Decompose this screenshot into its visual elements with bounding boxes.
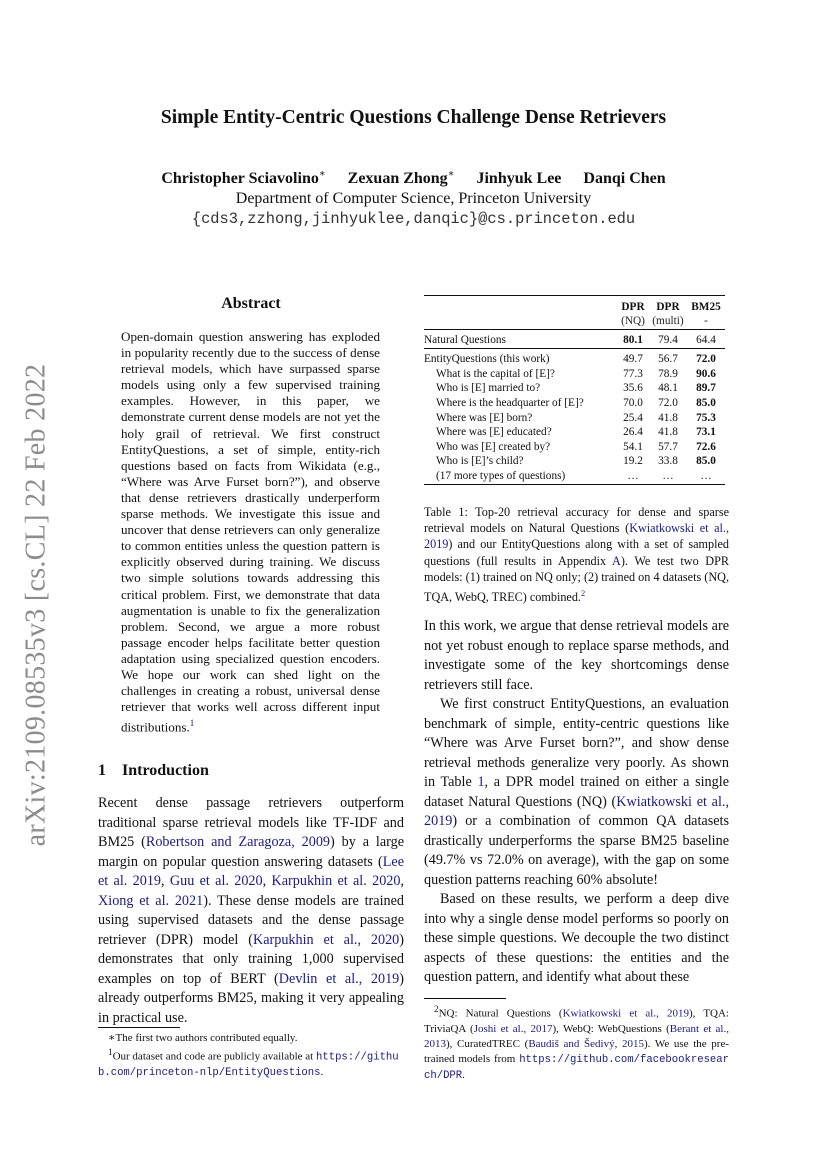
repo-url-link[interactable]: https://github.com/princeton-nlp/EntityQuestions (98, 1051, 399, 1079)
table-row: Who was [E] created by? 54.1 57.7 72.6 (436, 440, 716, 453)
arxiv-id: arXiv:2109.08535v3 [cs.CL] 22 Feb 2022 (20, 363, 51, 847)
paper-header (0, 104, 827, 229)
paragraph: We first construct EntityQuestions, an evaluation benchmark of simple, entity-centric questions like “Where was Arve Furset born?”, and show dense retrieval methods generalize very poorly. As shown in Table 1, a DPR model trained on either a single dataset Natural Questions (NQ) (Kwiatkowski et al., 2019) or a combination of common QA datasets drastically underperforms the sparse BM25 baseline (49.7% vs 72.0% on average), with the gap on some question patterns reaching 60% absolute! (424, 696, 729, 888)
citation-link[interactable]: Karpukhin et al., 2020 (252, 931, 400, 948)
footnote-rule (424, 998, 506, 999)
table-caption: Table 1: Top-20 retrieval accuracy for dense and sparse retrieval models on Natural Questions (Kwiatkowski et al., 2019) and our EntityQuestions along with a set of sampled questions (full results in Appendix A). We test two DPR models: (1) trained on NQ only; (2) trained on 4 datasets (NQ, TQA, WebQ, TREC) combined.$^2$ (424, 505, 730, 605)
table-row: Natural Questions 80.1 79.4 64.4 (424, 334, 716, 347)
column-header: DPR (621, 300, 645, 313)
footnote-1: $^1$Our dataset and code are publicly available at https://github.com/princeton-nlp/EntityQuestions. (98, 1047, 399, 1079)
table-row: What is the capital of [E]? 77.3 78.9 90.6 (436, 367, 716, 380)
footnote-ref[interactable]: 1 (189, 718, 195, 729)
section-heading-introduction: 1 Introduction (98, 762, 209, 779)
citation-link[interactable]: Berant et al., 2013 (424, 1022, 729, 1050)
table-row: (17 more types of questions) … … … (436, 470, 712, 483)
author: Jinhyuk Lee (476, 170, 562, 188)
table-row: Where is the headquarter of [E]? 70.0 72.0 85.0 (436, 397, 716, 410)
column-header: BM25 (691, 300, 721, 313)
introduction-paragraph: Recent dense passage retrievers outperform traditional sparse retrieval models like TF-IDF and BM25 (Robertson and Zaragoza, 2009) by a large margin on popular question answering datasets (Lee et al. 2019, Guu et al. 2020, Karpukhin et al. 2020, Xiong et al. 2021). These dense models are trained using supervised datasets and the dense passage retriever (DPR) model (Karpukhin et al., 2020) demonstrates that only training 1,000 supervised examples on top of BERT (Devlin et al., 2019) already outperforms BM25, making it very appealing in practical use. (98, 795, 405, 1026)
footnote-rule (98, 1027, 180, 1028)
citation-link[interactable]: Baudiš and Šedivý, 2015 (528, 1037, 644, 1050)
footnote-ref[interactable]: 2 (580, 588, 586, 599)
table-row: Who is [E]’s child? 19.2 33.8 85.0 (436, 455, 716, 468)
arxiv-stamp (14, 365, 58, 845)
table-ref-link[interactable]: 1 (477, 774, 485, 790)
citation-link[interactable]: Xiong et al. 2021 (98, 892, 204, 909)
results-table (424, 295, 725, 486)
citation-link[interactable]: Kwiatkowski et al., 2019 (562, 1007, 689, 1020)
citation-link[interactable]: Devlin et al., 2019 (278, 970, 400, 987)
paragraph: In this work, we argue that dense retrieval models are not yet robust enough to replace sparse methods, and investigate some of the key shortcomings dense retrievers still face. (424, 618, 729, 693)
dpr-url-link[interactable]: https://github.com/facebookresearch/DPR (424, 1053, 729, 1082)
abstract-heading: Abstract (221, 295, 281, 312)
abstract-text: Open-domain question answering has exploded in popularity recently due to the success of dense retrieval models, which have surpassed sparse models using only a few supervised training examples. However, in this paper, we demonstrate current dense models are not yet the holy grail of retrieval. We first construct EntityQuestions, a set of simple, entity-rich questions based on facts from Wikidata (e.g., “Where was Arve Furset born?”), and observe that dense retrievers drastically underperform sparse methods. We investigate this issue and uncover that dense retrievers can only generalize to common entities unless the question pattern is explicitly observed during training. We discuss two simple solutions towards addressing this critical problem. First, we demonstrate that data augmentation is unable to fix the generalization problem. Second, we argue a more robust passage encoder helps facilitate better question adaptation using specialized question encoders. We hope our work can shed light on the challenges in creating a robust, universal dense retriever that works well across different input distributions.$^1$ (121, 329, 380, 735)
citation-link[interactable]: Guu et al. 2020 (169, 873, 263, 889)
table-row: Where was [E] educated? 26.4 41.8 73.1 (436, 426, 716, 439)
citation-link[interactable]: Joshi et al., 2017 (473, 1022, 553, 1035)
affiliation: Department of Computer Science, Princeton University (235, 190, 592, 208)
footnotes-left (98, 1027, 404, 1080)
paper-title: Simple Entity-Centric Questions Challenge Dense Retrievers (160, 107, 667, 128)
author: Danqi Chen (583, 170, 666, 188)
body-text-right (424, 617, 729, 988)
citation-link[interactable]: Kwiatkowski et al., 2019 (424, 793, 729, 829)
table-subheader-row: (NQ) (multi) - (621, 315, 708, 328)
author-emails: {cds3,zzhong,jinhyuklee,danqic}@cs.princeton.edu (191, 210, 636, 229)
footnote-2: $^2$NQ: Natural Questions (Kwiatkowski et al., 2019), TQA: TriviaQA (Joshi et al., 2017), WebQ: WebQuestions (Berant et al., 2013), CuratedTREC (Baudiš and Šedivý, 2015). We use the pre-trained models from https://github.com/facebookresearch/DPR. (424, 998, 729, 1084)
author: Christopher Sciavolino∗ (161, 169, 326, 188)
citation-link[interactable]: Robertson and Zaragoza, 2009 (145, 834, 331, 850)
author-list (0, 165, 827, 189)
author: Zexuan Zhong∗ (347, 169, 455, 188)
table-row: Where was [E] born? 25.4 41.8 75.3 (436, 411, 716, 424)
table-header-row (424, 300, 725, 315)
footnote-equal-contribution: ∗The first two authors contributed equally. (108, 1032, 298, 1044)
table-row: Who is [E] married to? 35.6 48.1 89.7 (436, 382, 716, 395)
citation-link[interactable]: Karpukhin et al. 2020 (271, 873, 401, 889)
appendix-link[interactable]: A (612, 553, 621, 568)
column-header: DPR (656, 300, 680, 313)
paragraph: Based on these results, we perform a deep dive into why a single dense model performs so poorly on these simple questions. We decouple the two distinct aspects of these questions: the entities and the question pattern, and identify what about these (424, 891, 729, 985)
citation-link[interactable]: Lee et al. 2019 (98, 853, 404, 889)
table-row: EntityQuestions (this work) 49.7 56.7 72.0 (424, 353, 716, 366)
citation-link[interactable]: Kwiatkowski et al., 2019 (424, 521, 730, 552)
